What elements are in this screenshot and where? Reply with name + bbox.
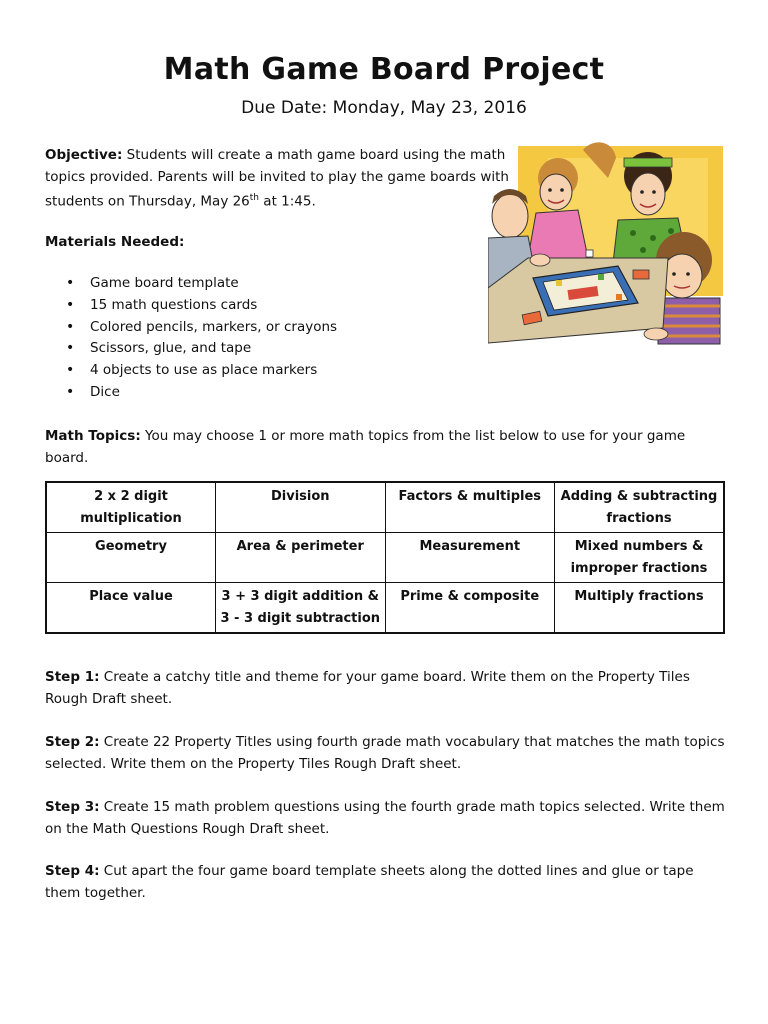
objective-paragraph [45, 145, 525, 213]
step-text: Create 15 math problem questions using the fourth grade math topics selected. Write them on the Math Questions Rough Draft sheet. [45, 799, 725, 837]
due-date: Due Date: Monday, May 23, 2016 [241, 98, 527, 118]
list-item: • Dice [66, 382, 337, 404]
table-cell: Area & perimeter [216, 533, 386, 583]
step-label: Step 4: [45, 863, 100, 879]
objective-label: Objective: [45, 147, 123, 163]
objective-text-end: at 1:45. [259, 193, 316, 210]
table-cell: Factors & multiples [385, 482, 555, 533]
math-topics-label: Math Topics: [45, 428, 141, 444]
math-topics-text: You may choose 1 or more math topics from the list below to use for your game board. [45, 428, 686, 466]
list-item: • Scissors, glue, and tape [66, 338, 337, 360]
list-item: • Colored pencils, markers, or crayons [66, 317, 337, 339]
table-cell: Division [216, 482, 386, 533]
materials-heading [45, 232, 184, 254]
math-topics-table [45, 481, 725, 634]
table-cell: Measurement [385, 533, 555, 583]
table-row [46, 583, 724, 634]
step-label: Step 1: [45, 669, 100, 685]
math-topics-paragraph [45, 426, 725, 469]
table-row [46, 482, 724, 533]
step-2-paragraph [45, 732, 725, 775]
table-cell: Adding & subtracting fractions [555, 482, 725, 533]
table-cell: Mixed numbers & improper fractions [555, 533, 725, 583]
step-1-paragraph [45, 667, 725, 710]
objective-superscript: th [249, 193, 260, 203]
step-text: Create 22 Property Titles using fourth grade math vocabulary that matches the math topics selected. Write them on the Property Tiles Rough Draft sheet. [45, 734, 725, 772]
board-game-illustration [488, 138, 726, 350]
table-cell: Prime & composite [385, 583, 555, 634]
step-3-paragraph [45, 797, 725, 840]
materials-list [66, 273, 337, 404]
list-item: • 4 objects to use as place markers [66, 360, 337, 382]
step-text: Create a catchy title and theme for your game board. Write them on the Property Tiles Rough Draft sheet. [45, 669, 690, 707]
table-row [46, 533, 724, 583]
step-text: Cut apart the four game board template sheets along the dotted lines and glue or tape them together. [45, 863, 694, 901]
step-label: Step 2: [45, 734, 100, 750]
table-cell: 3 + 3 digit addition & 3 - 3 digit subtraction [216, 583, 386, 634]
table-cell: Place value [46, 583, 216, 634]
objective-text: Students will create a math game board using the math topics provided. Parents will be invited to play the game boards with students on Thursday, May 26 [45, 147, 509, 210]
table-cell: 2 x 2 digit multiplication [46, 482, 216, 533]
page-title: Math Game Board Project [163, 52, 605, 87]
table-cell: Multiply fractions [555, 583, 725, 634]
step-4-paragraph [45, 861, 725, 904]
materials-label: Materials Needed: [45, 234, 185, 250]
step-label: Step 3: [45, 799, 100, 815]
list-item: • Game board template [66, 273, 337, 295]
list-item: • 15 math questions cards [66, 295, 337, 317]
table-cell: Geometry [46, 533, 216, 583]
